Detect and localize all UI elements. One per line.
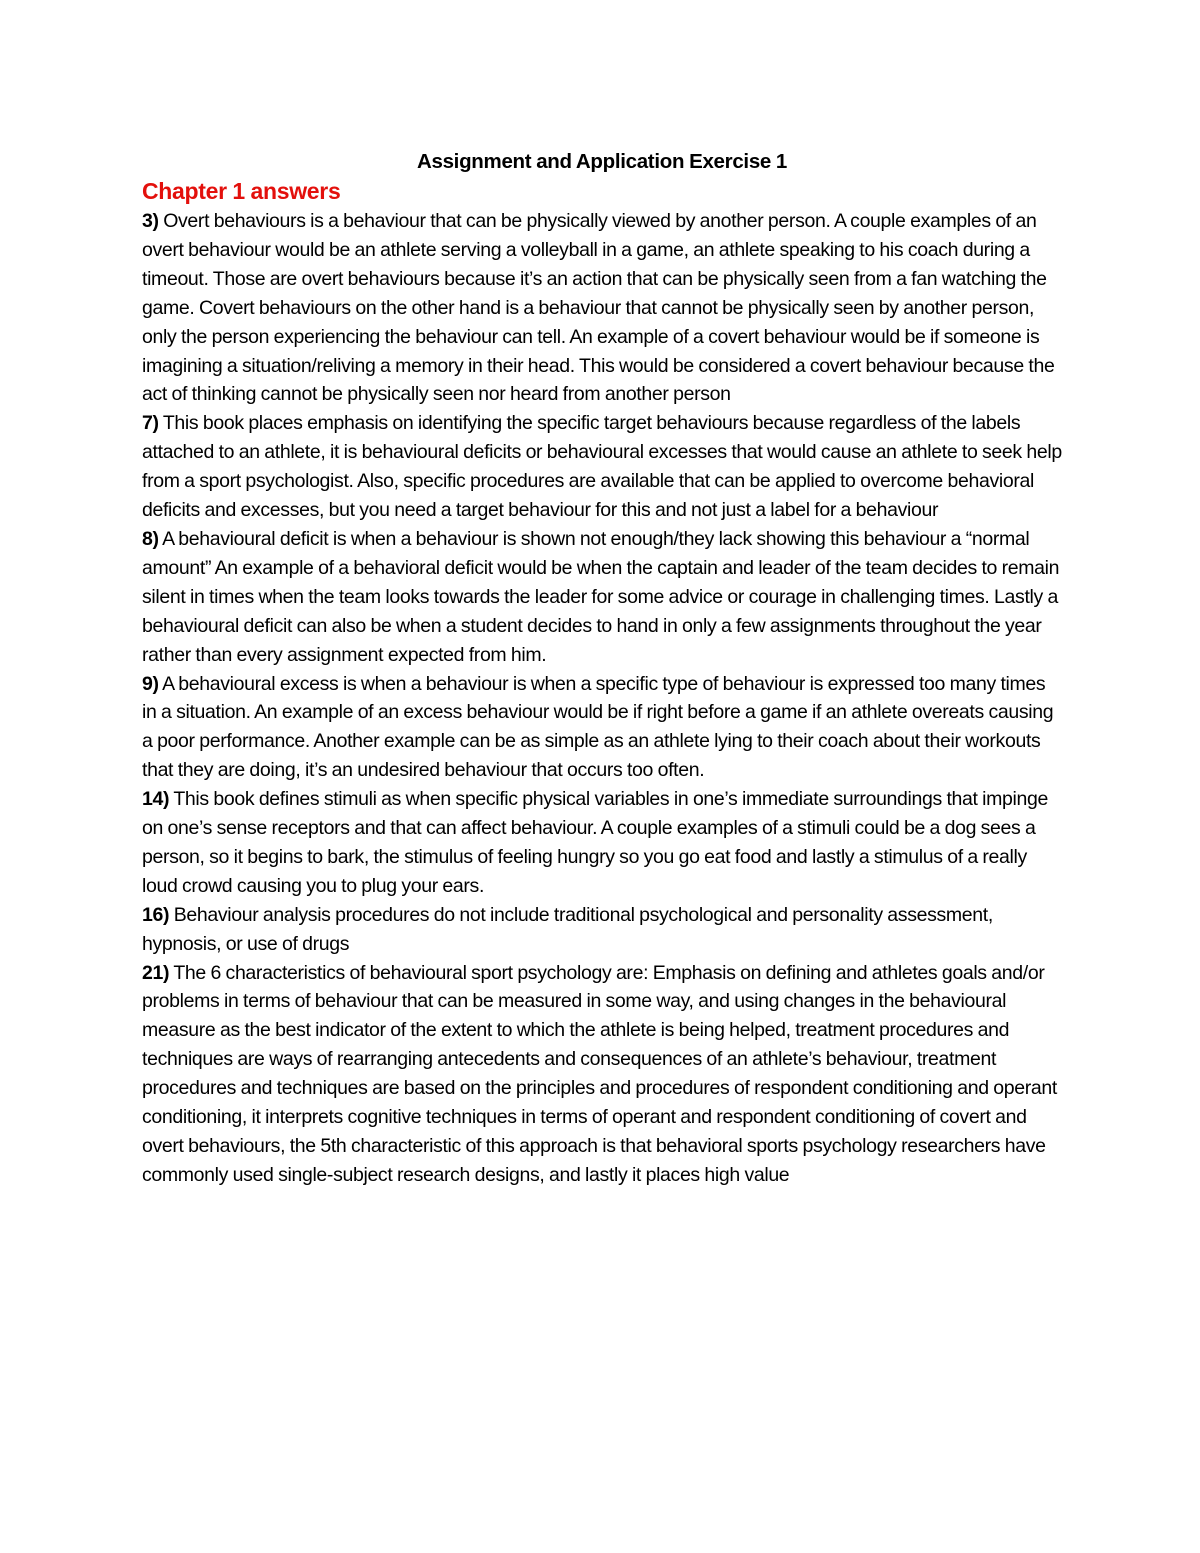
- answer-text: This book places emphasis on identifying the specific target behaviours because regardless of the labels attached to an athlete, it is behavioural deficits or behavioural excesses that would cause an athlete to seek help from a sport psychologist. Also, specific procedures are available that can be applied to overcome behavioral deficits and excesses, but you need a target behaviour for this and not just a label for a behaviour: [142, 412, 1062, 522]
- document-body: [142, 148, 1062, 1190]
- answer-number: 21): [142, 961, 170, 984]
- answer-text: The 6 characteristics of behavioural sport psychology are: Emphasis on defining and athletes goals and/or problems in terms of behaviour that can be measured in some way, and using changes in the behavioural measure as the best indicator of the extent to which the athlete is being helped, treatment procedures and techniques are ways of rearranging antecedents and consequences of an athlete’s behaviour, treatment procedures and techniques are based on the principles and procedures of respondent conditioning and operant conditioning, it interprets cognitive techniques in terms of operant and respondent conditioning of covert and overt behaviours, the 5th characteristic of this approach is that behavioral sports psychology researchers have commonly used single-subject research designs, and lastly it places high value: [142, 961, 1057, 1186]
- answer-9: [142, 670, 1062, 786]
- answer-text: This book defines stimuli as when specific physical variables in one’s immediate surroundings that impinge on one’s sense receptors and that can affect behaviour. A couple examples of a stimuli could be a dog sees a person, so it begins to bark, the stimulus of feeling hungry so you go eat food and lastly a stimulus of a really loud crowd causing you to plug your ears.: [142, 788, 1049, 897]
- answer-16: [142, 901, 1062, 959]
- answer-number: 7): [142, 412, 159, 435]
- answer-number: 9): [142, 672, 159, 695]
- answer-text: Overt behaviours is a behaviour that can be physically viewed by another person. A couple examples of an overt behaviour would be an athlete serving a volleyball in a game, an athlete speaking to his coach during a timeout. Those are overt behaviours because it’s an action that can be physically seen from a fan watching the game. Covert behaviours on the other hand is a behaviour that cannot be physically seen by another person, only the person experiencing the behaviour can tell. An example of a covert behaviour would be if someone is imagining a situation/reliving a memory in their head. This would be considered a covert behaviour because the act of thinking cannot be physically seen nor heard from another person: [142, 210, 1055, 406]
- chapter-heading: Chapter 1 answers: [142, 178, 341, 204]
- answer-number: 16): [142, 903, 170, 926]
- answer-7: [142, 409, 1062, 525]
- answer-8: [142, 525, 1062, 670]
- answer-text: A behavioural excess is when a behaviour is when a specific type of behaviour is expressed too many times in a situation. An example of an excess behaviour would be if right before a game if an athlete overeats causing a poor performance. Another example can be as simple as an athlete lying to their coach about their workouts that they are doing, it’s an undesired behaviour that occurs too often.: [142, 672, 1054, 782]
- document-title: Assignment and Application Exercise 1: [416, 150, 788, 173]
- answer-number: 8): [142, 527, 159, 550]
- answer-text: A behavioural deficit is when a behaviour is shown not enough/they lack showing this behaviour a “normal amount” An example of a behavioral deficit would be when the captain and leader of the team decides to remain silent in times when the team looks towards the leader for some advice or courage in challenging times. Lastly a behavioural deficit can also be when a student decides to hand in only a few assignments throughout the year rather than every assignment expected from him.: [142, 527, 1060, 666]
- answer-number: 3): [142, 210, 159, 232]
- answer-21: [142, 959, 1062, 1190]
- answer-number: 14): [142, 788, 170, 811]
- answer-text: Behaviour analysis procedures do not include traditional psychological and personality assessment, hypnosis, or use of drugs: [142, 903, 993, 955]
- answer-14: [142, 785, 1062, 901]
- answer-3: [142, 207, 1062, 409]
